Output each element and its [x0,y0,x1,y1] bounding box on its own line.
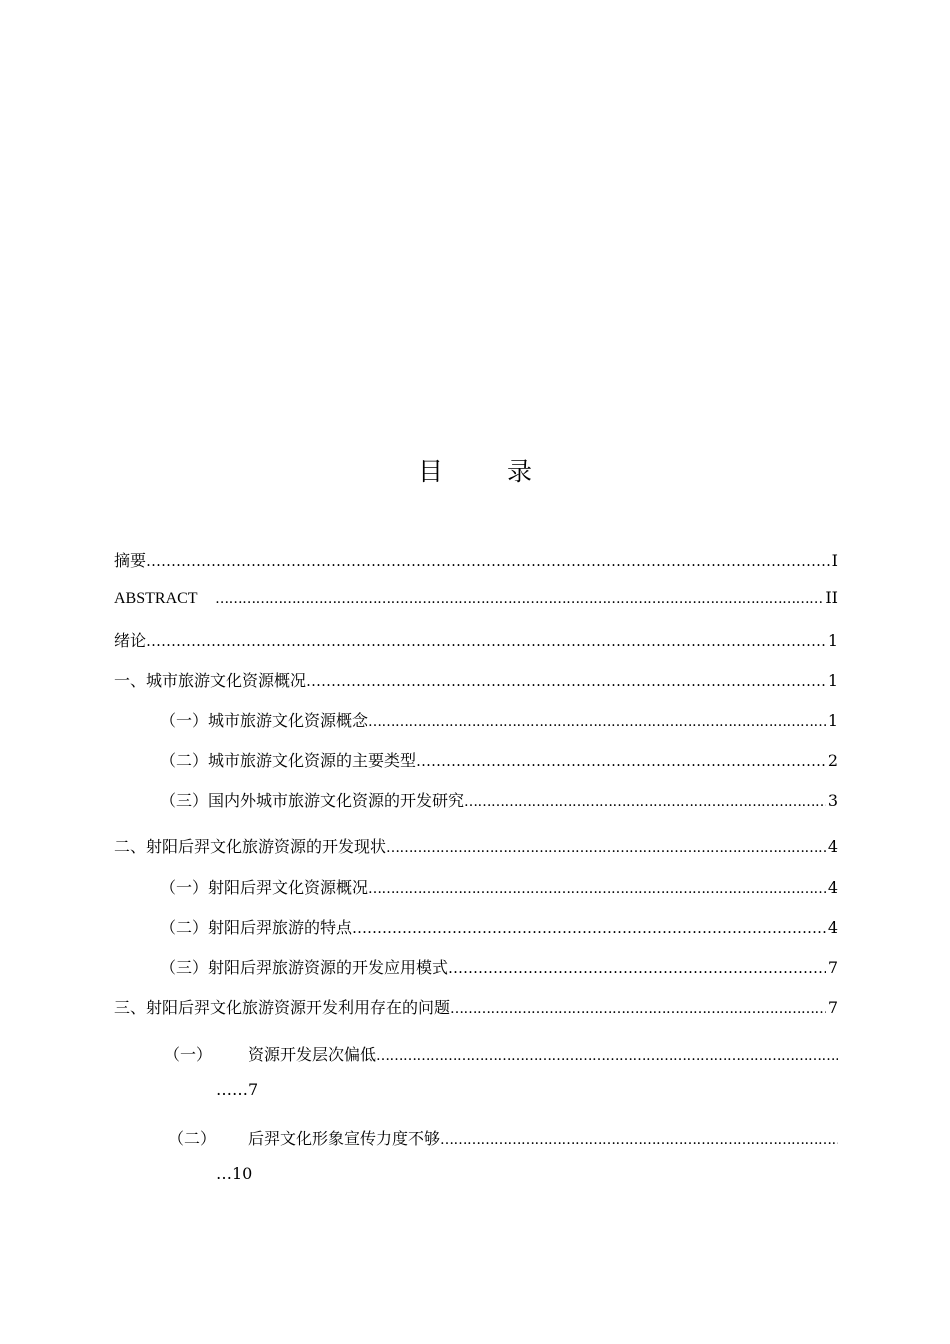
dot-leader [368,881,826,897]
toc-entry-chapter-1[interactable] [114,668,838,690]
toc-entry-label: （一）射阳后羿文化资源概况 [160,878,369,897]
toc-entry-page: 7 [248,1080,259,1099]
toc-entry-continuation [216,1080,258,1099]
toc-entry-page: 1 [827,631,838,650]
dot-leader [215,591,823,607]
toc-entry-label: 摘要 [114,551,147,570]
toc-entry-abstract-cn[interactable] [114,548,838,570]
dot-leader [416,752,826,770]
toc-entry-page: 10 [232,1164,253,1183]
toc-entry-chapter-3[interactable] [114,995,838,1017]
toc-entry-section-3-1[interactable] [164,1042,838,1064]
toc-entry-page: 3 [827,791,838,810]
toc-entry-introduction[interactable] [114,628,838,650]
dot-leader [464,794,826,810]
dot-leader [146,632,826,650]
toc-entry-label: 资源开发层次偏低 [248,1045,377,1064]
toc-entry-page: 1 [827,671,838,690]
toc-entry-chapter-2[interactable] [114,834,838,856]
toc-entry-label: （一）城市旅游文化资源概念 [160,711,369,730]
toc-entry-section-1-1[interactable] [160,708,838,730]
toc-title: 目 录 [418,457,560,486]
dot-leader [450,1001,826,1017]
dot-leader [352,919,826,937]
toc-entry-section-2-2[interactable] [160,915,838,937]
toc-entry-number: （二） [168,1129,217,1148]
toc-entry-section-2-3[interactable] [160,955,838,977]
dot-leader: …… [216,1080,248,1099]
toc-entry-number: （一） [164,1045,213,1064]
dot-leader: … [216,1164,232,1183]
toc-entry-page: I [831,551,838,570]
toc-entry-section-3-2[interactable] [168,1126,838,1148]
toc-entry-label: 二、射阳后羿文化旅游资源的开发现状 [114,837,387,856]
toc-entry-page: II [825,588,838,607]
toc-entry-page: 4 [827,918,838,937]
toc-entry-page: 4 [827,837,838,856]
dot-leader [306,672,826,690]
toc-entry-label: 一、城市旅游文化资源概况 [114,671,307,690]
toc-entry-page: 1 [827,711,838,730]
toc-entry-section-1-2[interactable] [160,748,838,770]
toc-entry-page: 7 [827,958,838,977]
toc-entry-label: （二）城市旅游文化资源的主要类型 [160,751,417,770]
toc-entry-page: 4 [827,878,838,897]
dot-leader [440,1132,838,1148]
toc-entry-label: （三）射阳后羿旅游资源的开发应用模式 [160,958,449,977]
dot-leader [368,714,826,730]
toc-entry-continuation [216,1164,252,1183]
toc-entry-abstract-en[interactable] [114,588,838,610]
dot-leader [376,1048,838,1064]
toc-entry-label: （三）国内外城市旅游文化资源的开发研究 [160,791,465,810]
toc-entry-section-2-1[interactable] [160,875,838,897]
toc-entry-label: ABSTRACT [114,590,198,607]
toc-entry-label: （二）射阳后羿旅游的特点 [160,918,353,937]
toc-entry-page: 7 [827,998,838,1017]
toc-entry-label: 后羿文化形象宣传力度不够 [248,1129,441,1148]
toc-entry-page: 2 [827,751,838,770]
toc-entry-label: 三、射阳后羿文化旅游资源开发利用存在的问题 [114,998,451,1017]
dot-leader [146,552,830,570]
toc-entry-section-1-3[interactable] [160,788,838,810]
dot-leader [386,840,826,856]
toc-entry-label: 绪论 [114,631,147,650]
dot-leader [448,959,826,977]
